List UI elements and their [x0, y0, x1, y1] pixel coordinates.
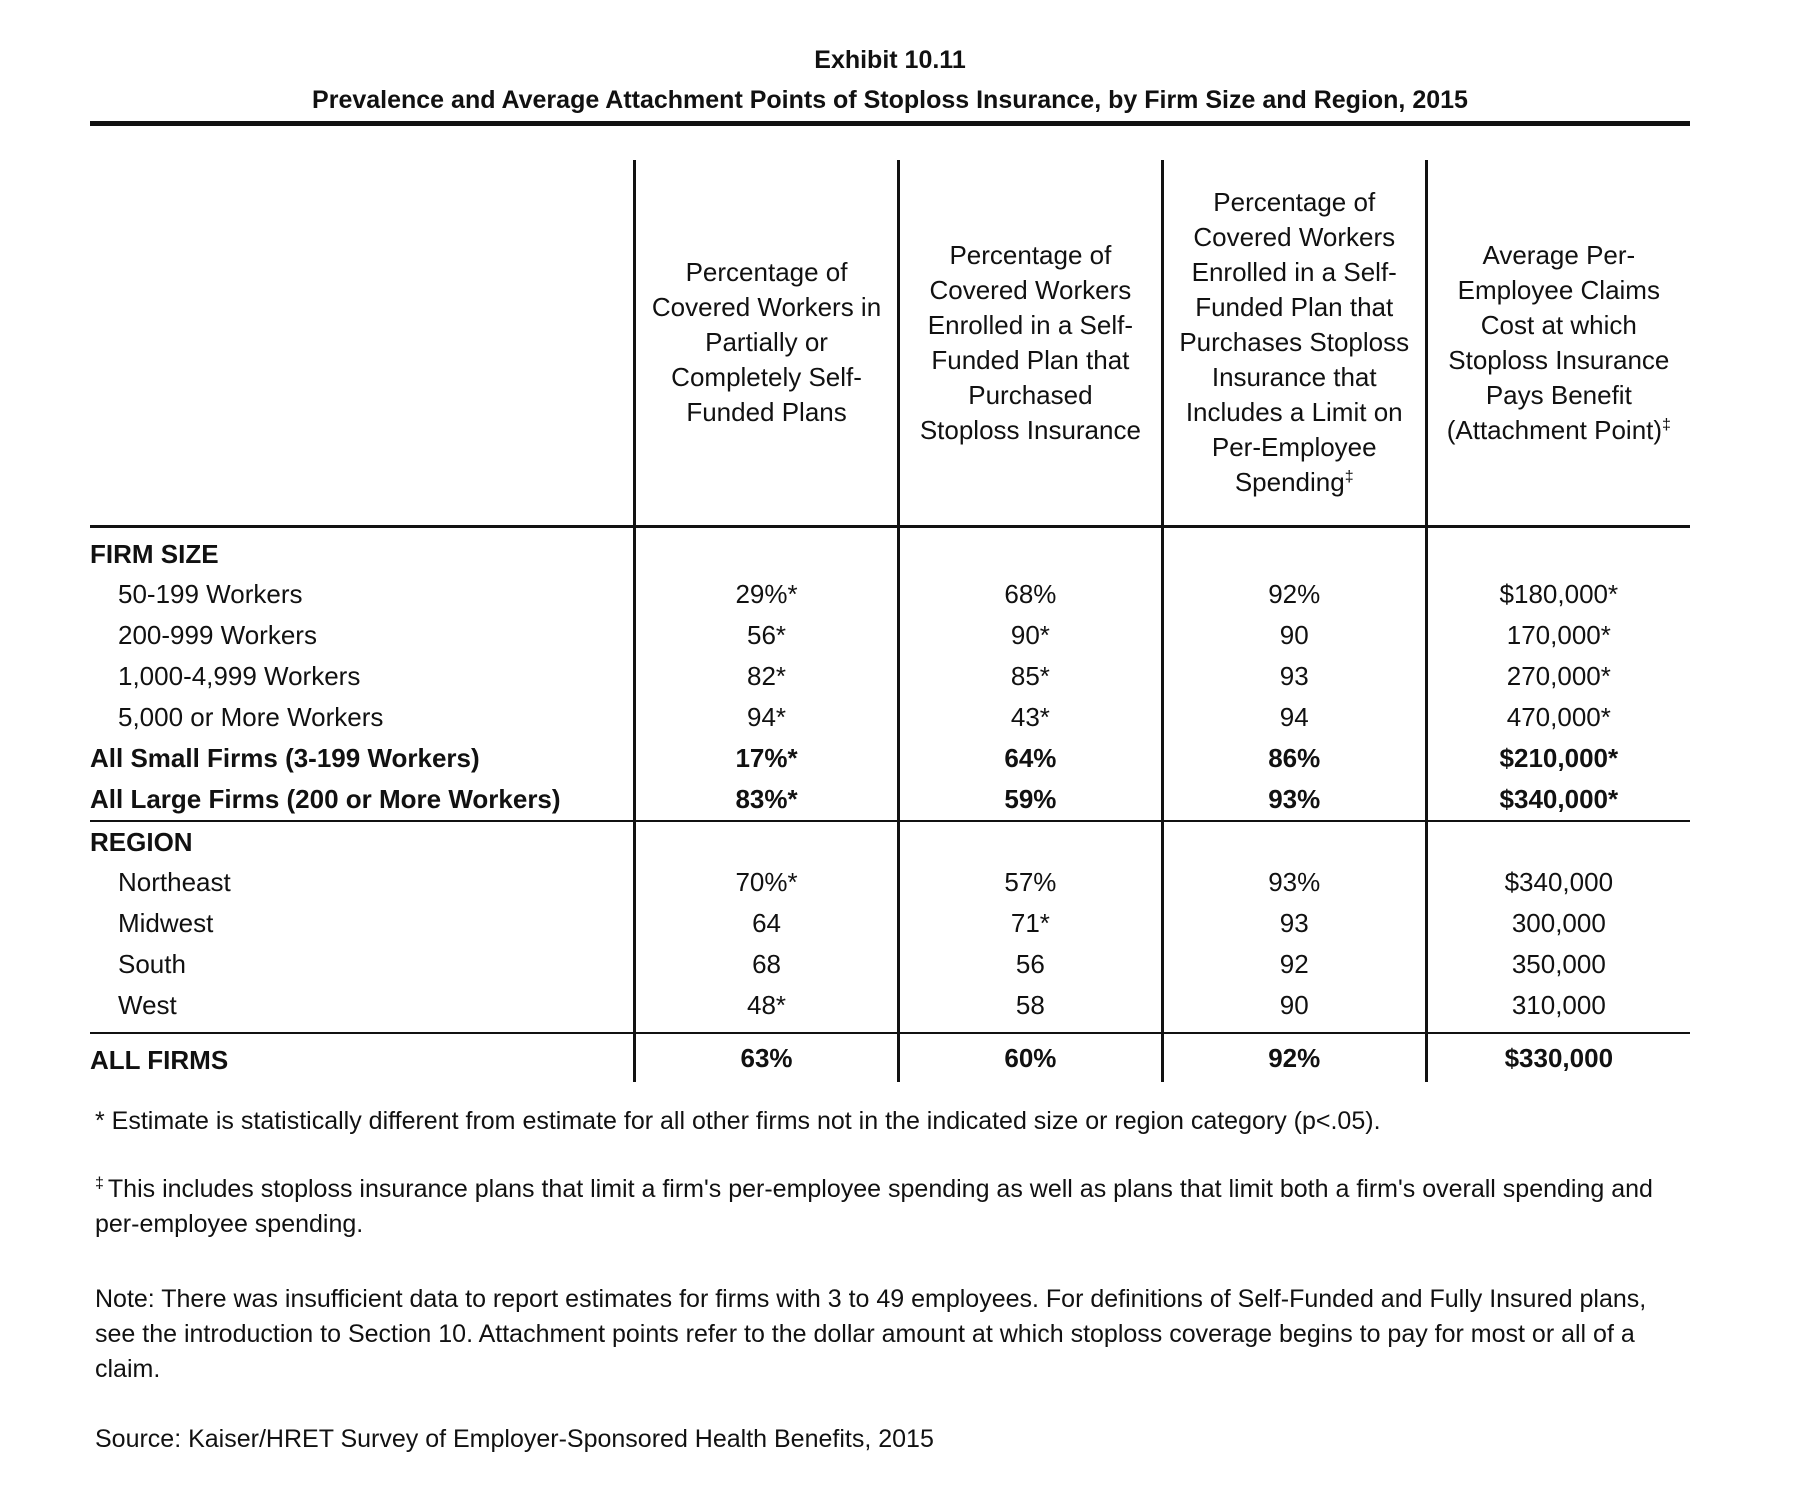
cell: 93% [1162, 862, 1426, 903]
cell: 90 [1162, 985, 1426, 1033]
cell: $180,000* [1426, 574, 1690, 615]
table-row [90, 903, 1690, 944]
dagger-note: ‡ This includes stoploss insurance plans that limit a firm's per-employee spending as well as plans that limit both a firm's overall spending and per-employee spending. [95, 1174, 1653, 1238]
cell: 90 [1162, 615, 1426, 656]
row-label: 50-199 Workers [118, 579, 303, 609]
double-dagger-mark: ‡ [1662, 415, 1671, 433]
row-label: South [118, 949, 186, 979]
table-row [90, 985, 1690, 1033]
cell: 350,000 [1426, 944, 1690, 985]
cell: 60% [898, 1033, 1162, 1082]
cell: 170,000* [1426, 615, 1690, 656]
cell: 59% [898, 779, 1162, 821]
significance-note: * Estimate is statistically different from estimate for all other firms not in the indicated size or region category (p<.05). [95, 1107, 1381, 1135]
row-label: All Small Firms (3-199 Workers) [90, 743, 480, 773]
section-row-region [90, 821, 1690, 862]
cell: 310,000 [1426, 985, 1690, 1033]
header-self-funded: Percentage of Covered Workers in Partially or Completely Self-Funded Plans [635, 160, 899, 527]
cell: 43* [898, 697, 1162, 738]
cell: 68% [898, 574, 1162, 615]
cell: 71* [898, 903, 1162, 944]
cell: 57% [898, 862, 1162, 903]
header-row [90, 160, 1690, 527]
cell: $210,000* [1426, 738, 1690, 779]
table-row [90, 656, 1690, 697]
row-label: Northeast [118, 867, 231, 897]
stoploss-table [90, 160, 1690, 1082]
source-note: Source: Kaiser/HRET Survey of Employer-Sponsored Health Benefits, 2015 [95, 1425, 934, 1453]
cell: $340,000 [1426, 862, 1690, 903]
row-label: 5,000 or More Workers [118, 702, 384, 732]
cell: 470,000* [1426, 697, 1690, 738]
row-label: All Large Firms (200 or More Workers) [90, 779, 635, 821]
table-row [90, 574, 1690, 615]
section-label: REGION [90, 826, 193, 857]
header-stub [90, 160, 635, 527]
cell: 68 [635, 944, 899, 985]
cell: 83%* [635, 779, 899, 821]
total-row-all-firms [90, 1033, 1690, 1082]
header-purchased-stoploss: Percentage of Covered Workers Enrolled in a Self-Funded Plan that Purchased Stoploss Insurance [898, 160, 1162, 527]
cell: 270,000* [1426, 656, 1690, 697]
cell: 70%* [635, 862, 899, 903]
cell: 82* [635, 656, 899, 697]
table-row [90, 615, 1690, 656]
title-rule [90, 121, 1690, 126]
cell: 93 [1162, 903, 1426, 944]
cell: 94* [635, 697, 899, 738]
cell: $340,000* [1426, 779, 1690, 821]
cell: 48* [635, 985, 899, 1033]
cell: 92% [1162, 574, 1426, 615]
general-note: Note: There was insufficient data to report estimates for firms with 3 to 49 employees. For definitions of Self-Funded and Fully Insured plans, see the introduction to Section 10. Attachment points refer to the dollar amount at which stoploss coverage begins to pay for most or all of a claim. [95, 1285, 1647, 1383]
exhibit-title: Exhibit 10.11 [814, 46, 966, 74]
header-per-employee-limit: Percentage of Covered Workers Enrolled in a Self-Funded Plan that Purchases Stoploss Insurance that Includes a Limit on Per-Employee Spending‡ [1162, 160, 1426, 527]
cell: 63% [635, 1033, 899, 1082]
double-dagger-mark: ‡ [1344, 468, 1354, 486]
row-label: 200-999 Workers [118, 620, 317, 650]
summary-row-small-firms [90, 738, 1690, 779]
cell: 93 [1162, 656, 1426, 697]
section-row-firm-size [90, 527, 1690, 575]
cell: 64% [898, 738, 1162, 779]
header-attachment-point: Average Per-Employee Claims Cost at which Stoploss Insurance Pays Benefit (Attachment Point)‡ [1426, 160, 1690, 527]
section-label: FIRM SIZE [90, 538, 219, 569]
cell: 56 [898, 944, 1162, 985]
cell: 56* [635, 615, 899, 656]
table-row [90, 944, 1690, 985]
cell: 86% [1162, 738, 1426, 779]
double-dagger-mark: ‡ [95, 1174, 104, 1192]
cell: 92% [1162, 1033, 1426, 1082]
row-label: 1,000-4,999 Workers [118, 661, 361, 691]
row-label: Midwest [118, 908, 214, 938]
cell: 17%* [635, 738, 899, 779]
cell: $330,000 [1426, 1033, 1690, 1082]
cell: 92 [1162, 944, 1426, 985]
cell: 90* [898, 615, 1162, 656]
row-label: ALL FIRMS [90, 1033, 635, 1082]
table-row [90, 697, 1690, 738]
cell: 93% [1162, 779, 1426, 821]
table-subtitle: Prevalence and Average Attachment Points of Stoploss Insurance, by Firm Size and Region, 2015 [312, 86, 1468, 114]
cell: 58 [898, 985, 1162, 1033]
cell: 29%* [635, 574, 899, 615]
summary-row-large-firms [90, 779, 1690, 821]
cell: 85* [898, 656, 1162, 697]
row-label: West [118, 990, 177, 1020]
cell: 64 [635, 903, 899, 944]
table-row [90, 862, 1690, 903]
cell: 300,000 [1426, 903, 1690, 944]
cell: 94 [1162, 697, 1426, 738]
